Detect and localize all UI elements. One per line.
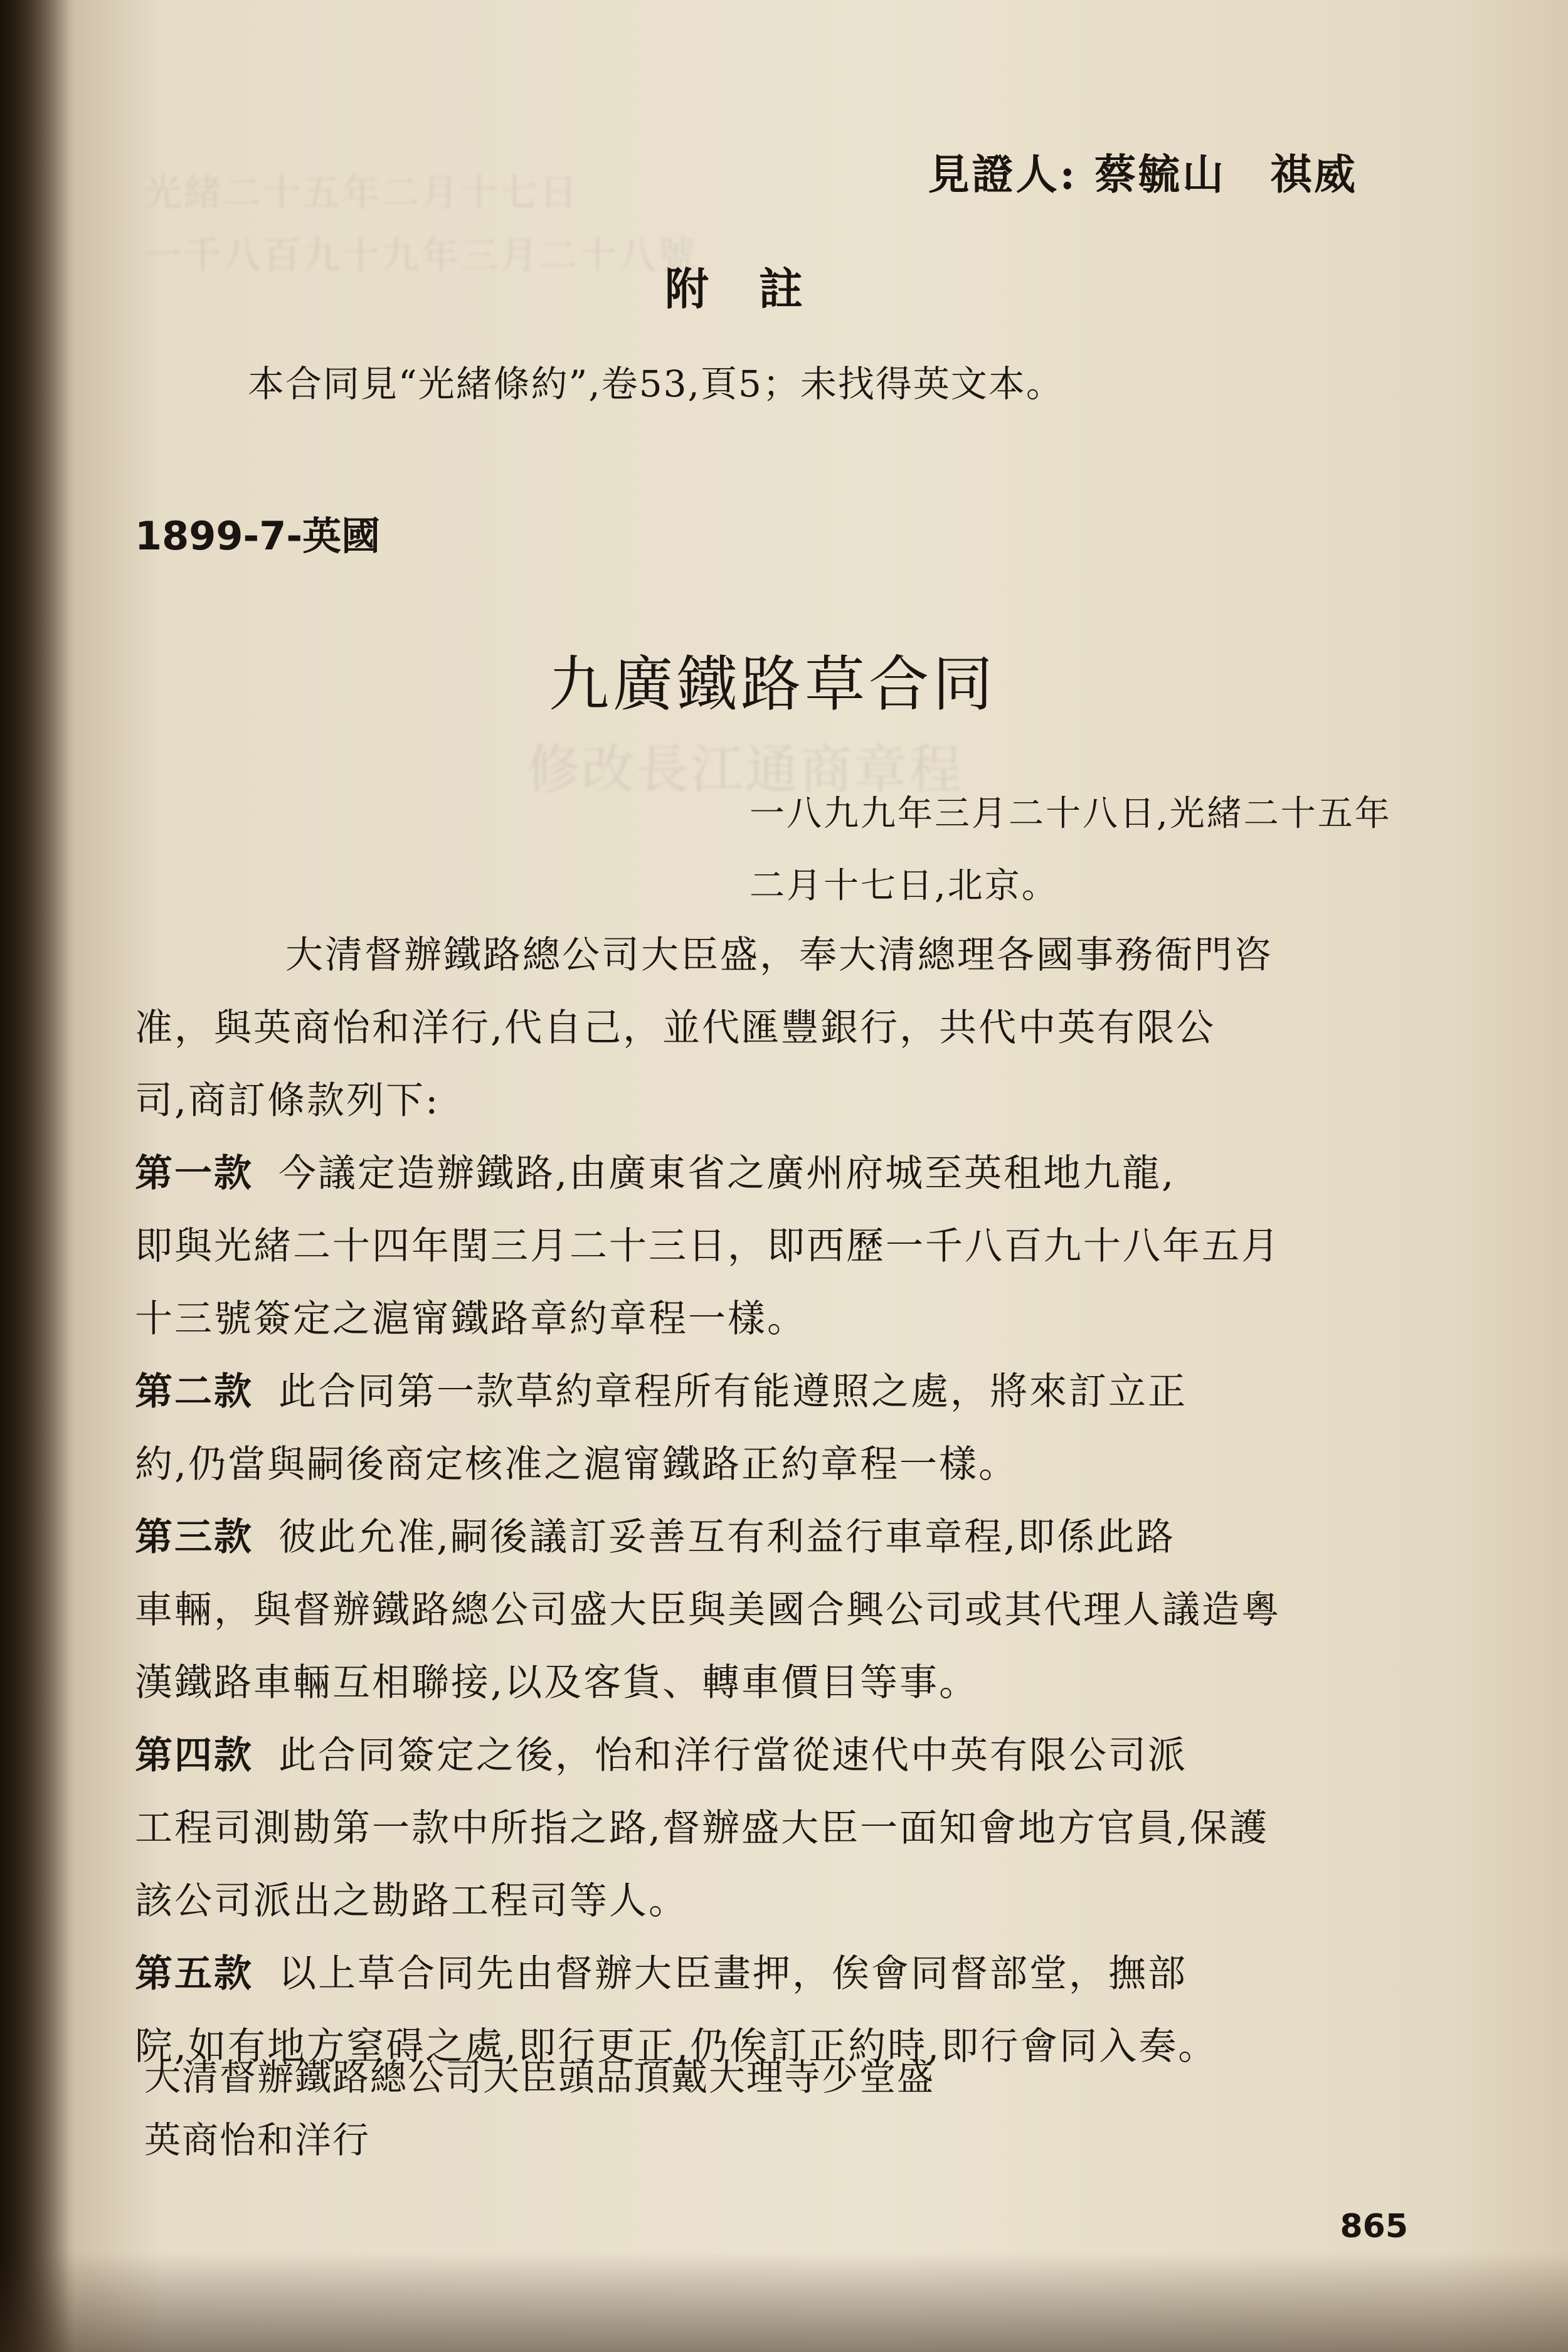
article-2 xyxy=(135,1355,1458,1501)
text-line: 車輛，與督辦鐵路總公司盛大臣與美國合興公司或其代理人議造粵 xyxy=(135,1588,1281,1632)
text-line: 此合同第一款草約章程所有能遵照之處，將來訂立正 xyxy=(278,1370,1187,1414)
notes-text: 本合同見“光緒條約”,卷53,頁5；未找得英文本。 xyxy=(248,363,1064,405)
text-line: 約,仍當與嗣後商定核准之滬甯鐵路正約章程一樣。 xyxy=(135,1443,1019,1486)
text-line: 准，與英商怡和洋行,代自己，並代匯豐銀行，共代中英有限公 xyxy=(135,1006,1216,1050)
document-body xyxy=(135,919,1458,2083)
date-line: 二月十七日,北京。 xyxy=(750,866,1059,906)
preamble xyxy=(135,919,1458,1137)
bleed-through-text: 光緒二十五年二月十七日 xyxy=(144,171,579,215)
document-date xyxy=(750,778,1392,922)
witness-line: 見證人: 蔡毓山 祺威 xyxy=(928,150,1358,199)
text-line: 大清督辦鐵路總公司大臣盛，奉大清總理各國事務衙門咨 xyxy=(285,933,1273,977)
text-line: 十三號簽定之滬甯鐵路章約章程一樣。 xyxy=(135,1297,807,1341)
signatory-line: 大清督辦鐵路總公司大臣頭品頂戴大理寺少堂盛 xyxy=(144,2056,935,2099)
text-line: 司,商訂條款列下: xyxy=(135,1079,440,1123)
text-line: 即與光緒二十四年閏三月二十三日，即西歷一千八百九十八年五月 xyxy=(135,1224,1281,1268)
document-title: 九廣鐵路草合同 xyxy=(549,649,997,719)
text-line: 彼此允准,嗣後議訂妥善互有利益行車章程,即係此路 xyxy=(278,1515,1176,1559)
notes-heading: 附註 xyxy=(665,263,853,315)
text-line: 此合同簽定之後，怡和洋行當從速代中英有限公司派 xyxy=(278,1734,1187,1777)
text-line: 以上草合同先由督辦大臣畫押，俟會同督部堂，撫部 xyxy=(278,1952,1187,1996)
article-label: 第四款 xyxy=(135,1734,253,1777)
bottom-shadow xyxy=(0,2252,1568,2352)
article-4 xyxy=(135,1719,1458,1937)
text-line: 該公司派出之勘路工程司等人。 xyxy=(135,1879,688,1923)
date-line: 一八九九年三月二十八日,光緒二十五年 xyxy=(750,793,1392,834)
article-label: 第二款 xyxy=(135,1370,253,1414)
text-line: 工程司測勘第一款中所指之路,督辦盛大臣一面知會地方官員,保護 xyxy=(135,1806,1269,1850)
signatory-line: 英商怡和洋行 xyxy=(144,2119,371,2161)
entry-identifier: 1899-7-英國 xyxy=(135,513,381,559)
article-3 xyxy=(135,1501,1458,1719)
article-label: 第三款 xyxy=(135,1515,253,1559)
article-label: 第一款 xyxy=(135,1152,253,1195)
page-number: 865 xyxy=(1340,2208,1408,2245)
text-line: 漢鐵路車輛互相聯接,以及客貨、轉車價目等事。 xyxy=(135,1661,979,1705)
article-1 xyxy=(135,1137,1458,1355)
gutter-shadow xyxy=(0,0,75,2352)
bleed-through-text: 一千八百九十九年三月二十八號 xyxy=(144,234,697,278)
text-line: 今議定造辦鐵路,由廣東省之廣州府城至英租地九龍, xyxy=(278,1152,1176,1195)
article-label: 第五款 xyxy=(135,1952,253,1996)
bleed-through-text: 修改長江通商章程 xyxy=(527,739,964,800)
text-line: 院,如有地方窒碍之處,即行更正,仍俟訂正約時,即行會同入奏。 xyxy=(135,2025,1218,2069)
